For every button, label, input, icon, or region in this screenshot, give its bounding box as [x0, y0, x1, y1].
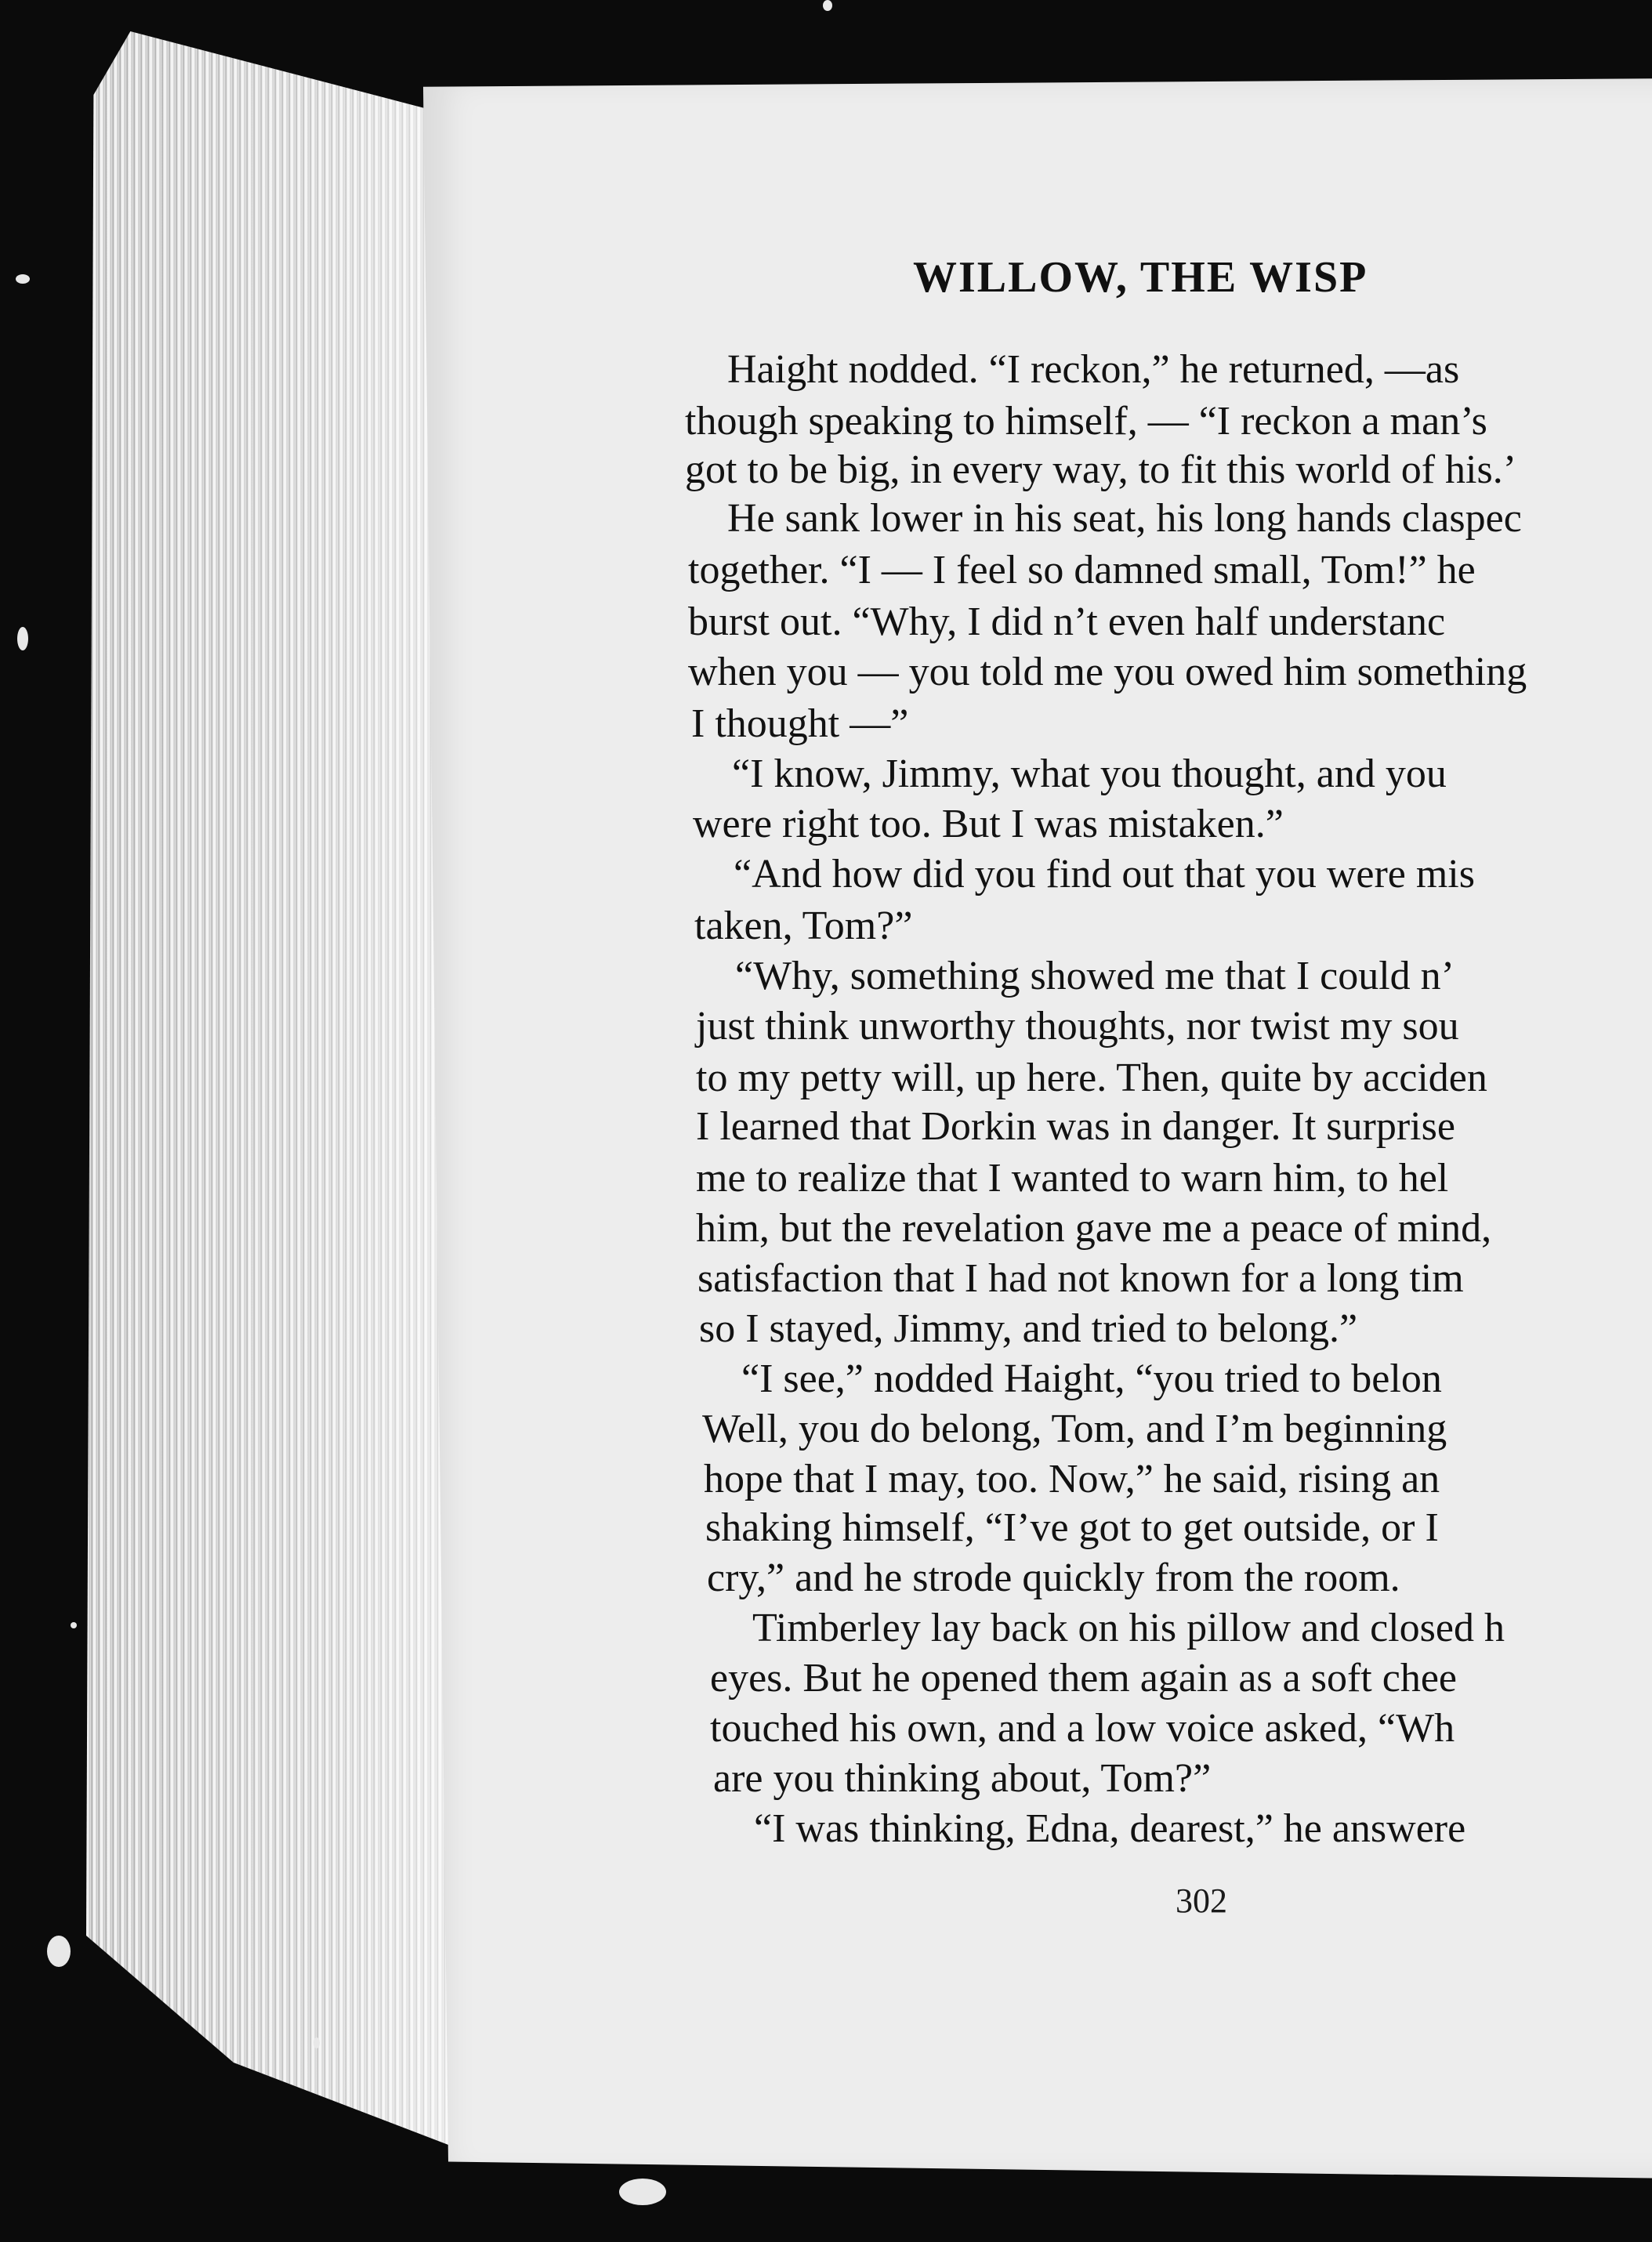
- text-line: are you thinking about, Tom?”: [713, 1756, 1212, 1801]
- page-edges: [86, 31, 455, 2147]
- text-line: eyes. But he opened them again as a soft chee: [710, 1656, 1457, 1701]
- text-line: just think unworthy thoughts, nor twist my sou: [696, 1004, 1459, 1049]
- text-line: so I stayed, Jimmy, and tried to belong.”: [699, 1306, 1358, 1351]
- text-line: shaking himself, “I’ve got to get outside, or I: [705, 1505, 1439, 1550]
- text-line: “Why, something showed me that I could n’: [735, 954, 1455, 998]
- text-line: Well, you do belong, Tom, and I’m beginning: [702, 1407, 1447, 1451]
- text-line: were right too. But I was mistaken.”: [693, 802, 1284, 846]
- text-line: I thought —”: [691, 701, 909, 746]
- text-line: when you — you told me you owed him something: [688, 650, 1527, 694]
- text-line: “I know, Jimmy, what you thought, and you: [732, 752, 1447, 796]
- text-line: burst out. “Why, I did n’t even half understanc: [688, 599, 1446, 644]
- text-line: though speaking to himself, — “I reckon a man’s: [685, 399, 1487, 444]
- text-line: I learned that Dorkin was in danger. It surprise: [696, 1104, 1455, 1149]
- text-line: “And how did you find out that you were mis: [734, 852, 1475, 896]
- text-line: Haight nodded. “I reckon,” he returned, —as: [727, 347, 1460, 392]
- text-line: to my petty will, up here. Then, quite by acciden: [696, 1056, 1487, 1100]
- text-line: “I was thinking, Edna, dearest,” he answere: [754, 1806, 1466, 1851]
- text-line: cry,” and he strode quickly from the room.: [707, 1556, 1400, 1600]
- running-head: WILLOW, THE WISP: [913, 253, 1368, 302]
- text-line: Timberley lay back on his pillow and closed h: [752, 1606, 1505, 1650]
- text-line: got to be big, in every way, to fit this world of his.’: [685, 447, 1517, 492]
- text-line: “I see,” nodded Haight, “you tried to belon: [741, 1356, 1442, 1401]
- text-line: satisfaction that I had not known for a long tim: [697, 1256, 1464, 1301]
- page-number: 302: [1176, 1882, 1227, 1920]
- text-line: together. “I — I feel so damned small, Tom!” he: [688, 548, 1476, 592]
- text-line: taken, Tom?”: [694, 904, 913, 948]
- text-line: him, but the revelation gave me a peace of mind,: [696, 1206, 1492, 1251]
- text-line: me to realize that I wanted to warn him, to hel: [696, 1156, 1449, 1201]
- text-line: He sank lower in his seat, his long hands claspec: [727, 496, 1522, 541]
- text-line: touched his own, and a low voice asked, “Wh: [710, 1706, 1455, 1751]
- text-line: hope that I may, too. Now,” he said, rising an: [704, 1457, 1440, 1501]
